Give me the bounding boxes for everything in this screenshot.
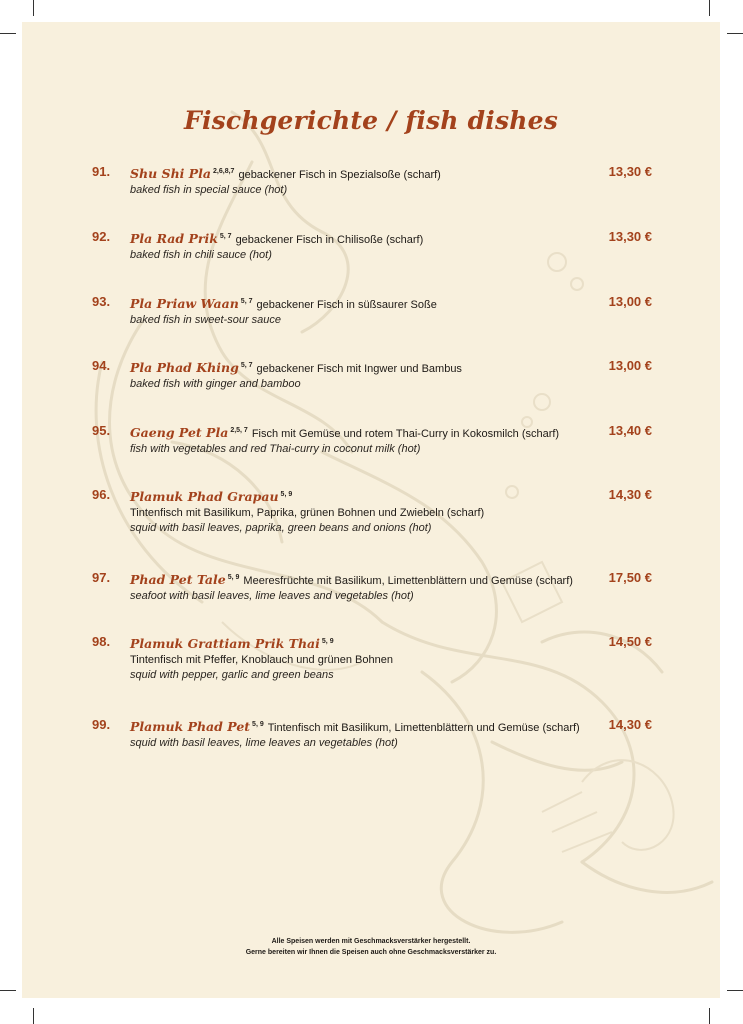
item-number: 93. xyxy=(92,294,111,309)
item-body xyxy=(130,487,600,536)
item-body xyxy=(130,229,600,263)
item-description-en: fish with vegetables and red Thai-curry in coconut milk (hot) xyxy=(130,443,421,455)
item-description-en: baked fish with ginger and bamboo xyxy=(130,378,301,390)
item-number: 91. xyxy=(92,164,111,179)
item-thai-name: Plamuk Phad Grapau xyxy=(130,489,279,504)
crop-mark-bottom-right-h xyxy=(727,990,743,991)
item-price: 17,50 € xyxy=(608,570,652,585)
item-price: 14,30 € xyxy=(608,487,652,502)
item-allergens: 5, 7 xyxy=(240,362,253,369)
item-body xyxy=(130,164,600,198)
item-price: 13,40 € xyxy=(608,423,652,438)
item-body xyxy=(130,717,600,751)
menu-item-93 xyxy=(92,294,652,334)
item-allergens: 5, 9 xyxy=(321,638,334,645)
item-description-de: Tintenfisch mit Basilikum, Paprika, grünen Bohnen und Zwiebeln (scharf) xyxy=(130,507,485,519)
crop-mark-bottom-right-v xyxy=(709,1008,710,1024)
item-description-en: baked fish in chili sauce (hot) xyxy=(130,249,272,261)
item-description-de: gebackener Fisch in süßsaurer Soße xyxy=(256,299,437,311)
item-body xyxy=(130,634,600,683)
crop-mark-top-left-v xyxy=(33,0,34,16)
footer-note xyxy=(22,936,720,958)
crop-mark-top-right-v xyxy=(709,0,710,16)
item-thai-name: Pla Phad Khing xyxy=(130,360,239,375)
item-description-en: squid with basil leaves, lime leaves an vegetables (hot) xyxy=(130,737,398,749)
item-number: 95. xyxy=(92,423,111,438)
menu-item-96 xyxy=(92,487,652,543)
item-price: 14,50 € xyxy=(608,634,652,649)
menu-item-97 xyxy=(92,570,652,610)
item-allergens: 2,5, 7 xyxy=(230,427,248,434)
item-thai-name: Pla Rad Prik xyxy=(130,231,218,246)
footer-line-2: Gerne bereiten wir Ihnen die Speisen auch ohne Geschmacksverstärker zu. xyxy=(245,949,497,956)
item-description-de: Tintenfisch mit Pfeffer, Knoblauch und grünen Bohnen xyxy=(130,654,393,666)
item-price: 13,30 € xyxy=(608,164,652,179)
page-title: Fischgerichte / fish dishes xyxy=(184,106,558,135)
item-description-en: baked fish in special sauce (hot) xyxy=(130,184,288,196)
item-description-en: squid with pepper, garlic and green beans xyxy=(130,669,334,681)
menu-item-92 xyxy=(92,229,652,269)
item-description-de: Fisch mit Gemüse und rotem Thai-Curry in Kokosmilch (scharf) xyxy=(251,428,560,440)
item-body xyxy=(130,570,600,604)
item-price: 13,00 € xyxy=(608,358,652,373)
menu-item-91 xyxy=(92,164,652,204)
item-number: 99. xyxy=(92,717,111,732)
item-price: 13,30 € xyxy=(608,229,652,244)
item-allergens: 2,6,8,7 xyxy=(213,168,235,175)
item-description-en: seafoot with basil leaves, lime leaves and vegetables (hot) xyxy=(130,590,414,602)
item-thai-name: Pla Priaw Waan xyxy=(130,296,239,311)
item-price: 13,00 € xyxy=(608,294,652,309)
item-allergens: 5, 9 xyxy=(227,574,240,581)
menu-item-98 xyxy=(92,634,652,690)
menu-page xyxy=(22,22,720,998)
item-number: 97. xyxy=(92,570,111,585)
item-thai-name: Phad Pet Tale xyxy=(130,572,226,587)
footer-line-1: Alle Speisen werden mit Geschmacksverstärker hergestellt. xyxy=(271,938,471,945)
item-thai-name: Shu Shi Pla xyxy=(130,166,212,181)
item-number: 96. xyxy=(92,487,111,502)
item-body xyxy=(130,358,600,392)
item-description-de: Meeresfrüchte mit Basilikum, Limettenblättern und Gemüse (scharf) xyxy=(243,575,573,587)
crop-mark-top-right-h xyxy=(727,33,743,34)
item-allergens: 5, 7 xyxy=(219,233,232,240)
item-number: 94. xyxy=(92,358,111,373)
item-thai-name: Plamuk Phad Pet xyxy=(130,719,251,734)
item-thai-name: Plamuk Grattiam Prik Thai xyxy=(130,636,320,651)
item-allergens: 5, 9 xyxy=(280,491,293,498)
item-description-de: gebackener Fisch in Chilisoße (scharf) xyxy=(235,234,424,246)
menu-item-95 xyxy=(92,423,652,463)
item-description-de: gebackener Fisch in Spezialsoße (scharf) xyxy=(238,169,441,181)
item-description-de: Tintenfisch mit Basilikum, Limettenblättern und Gemüse (scharf) xyxy=(267,722,580,734)
item-number: 98. xyxy=(92,634,111,649)
item-description-de: gebackener Fisch mit Ingwer und Bambus xyxy=(256,363,462,375)
item-description-en: squid with basil leaves, paprika, green beans and onions (hot) xyxy=(130,522,432,534)
item-allergens: 5, 9 xyxy=(252,721,264,728)
item-body xyxy=(130,423,600,457)
crop-mark-bottom-left-h xyxy=(0,990,16,991)
item-thai-name: Gaeng Pet Pla xyxy=(130,425,229,440)
item-body xyxy=(130,294,600,328)
item-price: 14,30 € xyxy=(608,717,652,732)
item-description-en: baked fish in sweet-sour sauce xyxy=(130,314,282,326)
menu-item-94 xyxy=(92,358,652,398)
crop-mark-bottom-left-v xyxy=(33,1008,34,1024)
crop-mark-top-left-h xyxy=(0,33,16,34)
item-number: 92. xyxy=(92,229,111,244)
menu-item-99 xyxy=(92,717,652,757)
item-allergens: 5, 7 xyxy=(240,298,253,305)
